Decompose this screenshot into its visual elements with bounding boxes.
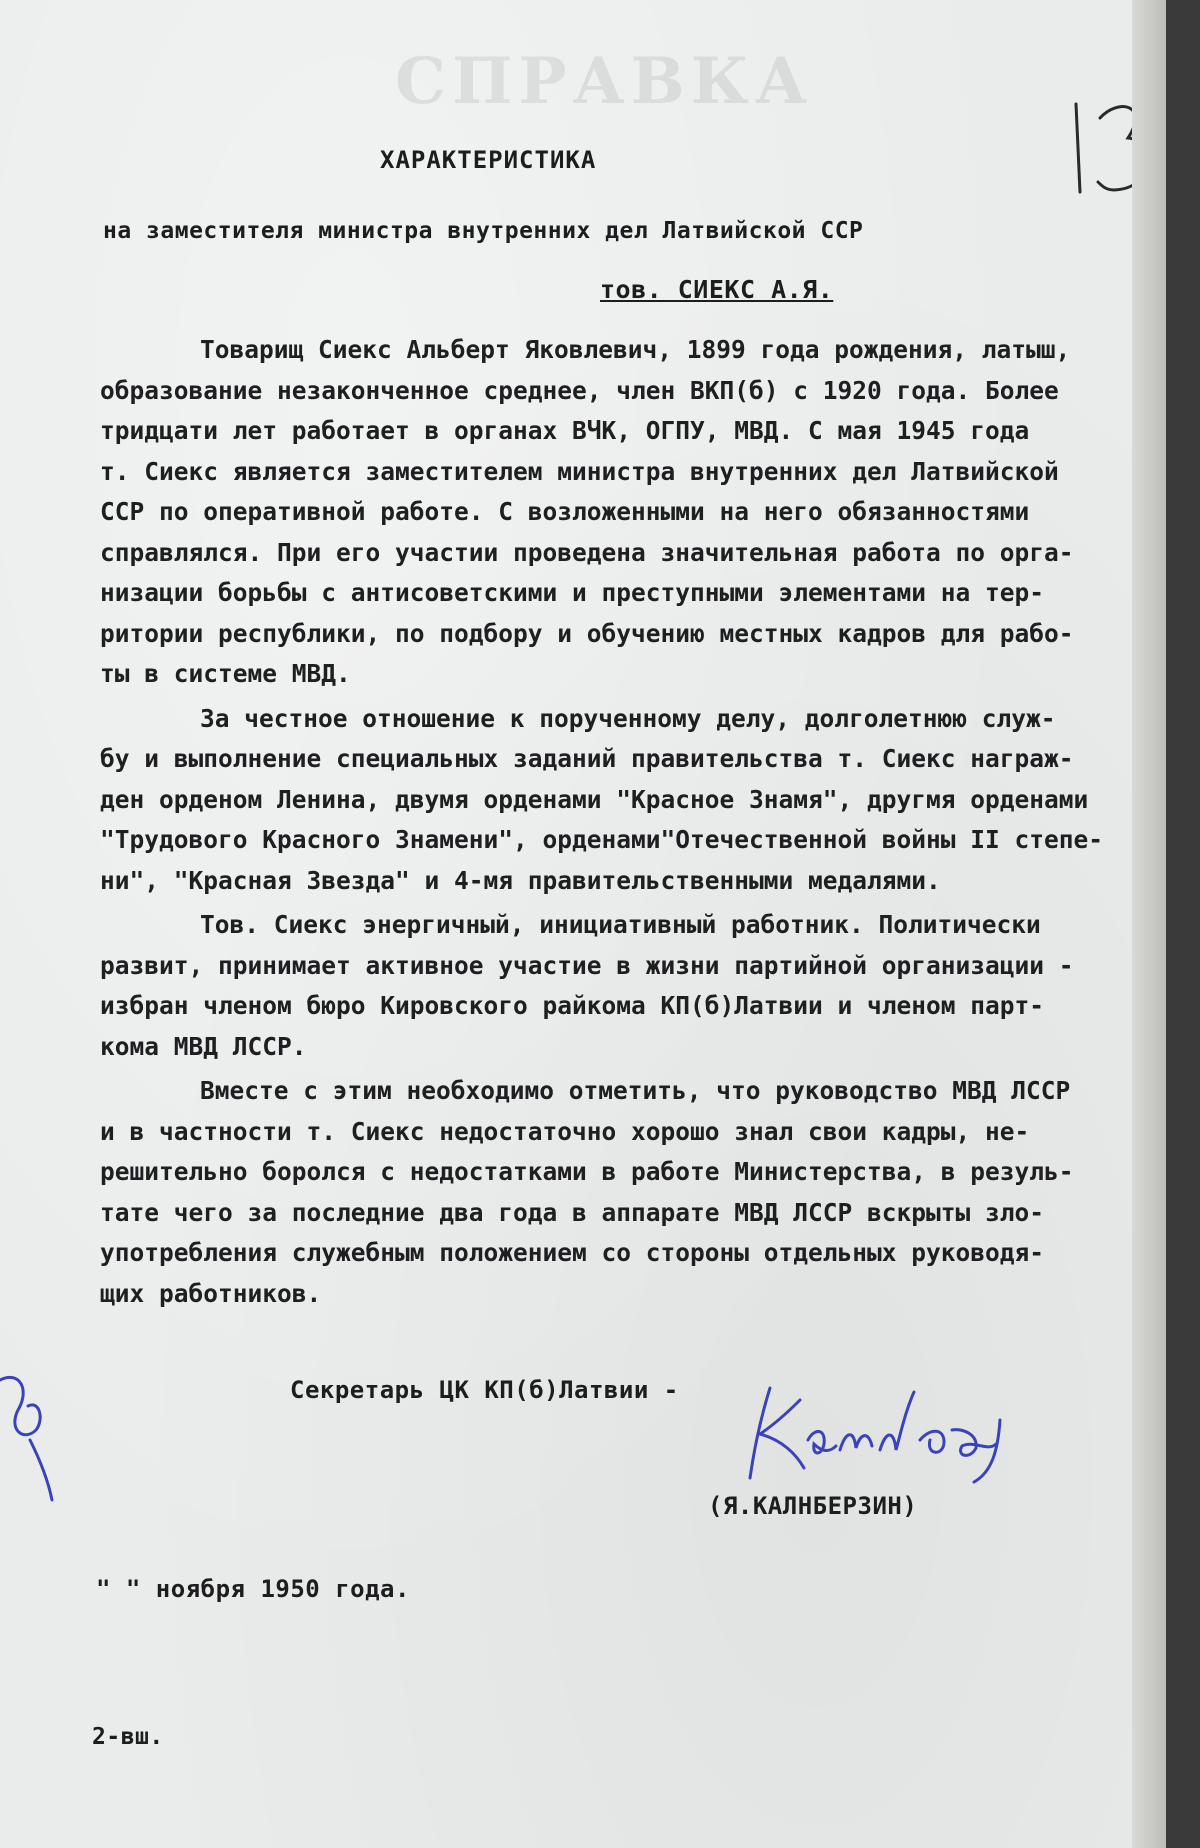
paragraph-line: развит, принимает активное участие в жизни партийной организации - [100,950,1074,980]
paragraph-line: справлялся. При его участии проведена значительная работа по орга- [100,537,1074,567]
paragraph-line: тридцати лет работает в органах ВЧК, ОГПУ, МВД. С мая 1945 года [100,416,1030,445]
paragraph-line: бу и выполнение специальных заданий правительства т. Сиекс награж- [100,744,1074,773]
paragraph-line: ССР по оперативной работе. С возложенными на него обязанностями [100,497,1030,526]
paragraph-line: Товарищ Сиекс Альберт Яковлевич, 1899 года рождения, латыш, [200,335,1071,364]
paragraph-line: щих работников. [100,1278,322,1308]
addressee: тов. СИЕКС А.Я. [600,275,834,304]
paragraph-line: решительно боролся с недостатками в работе Министерства, в резуль- [100,1157,1074,1186]
document-title: ХАРАКТЕРИСТИКА [380,146,597,174]
paragraph [100,905,1145,1067]
paragraph-line: "Трудового Красного Знамени", орденами"Отечественной войны II степе- [100,825,1104,854]
paragraph-line: ден орденом Ленина, двумя орденами "Красное Знамя", другмя орденами [100,784,1089,814]
paragraph-line: Тов. Сиекс энергичный, инициативный работник. Политически [200,910,1041,939]
paragraph-line: ни", "Красная Звезда" и 4-мя правительственными медалями. [100,865,941,895]
paragraph-line: тате чего за последние два года в аппарате МВД ЛССР вскрыты зло- [100,1197,1045,1227]
paragraph-line: За честное отношение к порученному делу, долголетнюю служ- [200,703,1056,733]
paragraph [100,330,1145,695]
paragraph-line: ты в системе МВД. [100,659,351,688]
date-line: " " ноября 1950 года. [96,1575,410,1603]
paragraph-line: избран членом бюро Кировского райкома КП(б)Латвии и членом парт- [100,991,1045,1020]
footer-code: 2-вш. [92,1724,164,1750]
paragraph-line: и в частности т. Сиекс недостаточно хорошо знал свои кадры, не- [100,1116,1030,1146]
paragraph-line: Вместе с этим необходимо отметить, что руководство МВД ЛССР [200,1076,1071,1105]
handwritten-signature [730,1370,1060,1490]
bleed-through-text: СПРАВКА [395,44,814,119]
margin-ink-mark [0,1350,90,1510]
paragraph-line: образование незаконченное среднее, член ВКП(б) с 1920 года. Более [100,375,1059,405]
paragraph-line: ритории республики, по подбору и обучению местных кадров для рабо- [100,618,1074,648]
paragraph-line: т. Сиекс является заместителем министра внутренних дел Латвийской [100,456,1059,486]
paragraph-line: кома МВД ЛССР. [100,1031,307,1061]
document-subtitle: на заместителя министра внутренних дел Латвийской ССР [103,218,864,244]
body-text [100,330,1145,1314]
signatory-name: (Я.КАЛНБЕРЗИН) [708,1492,918,1520]
page-edge [1132,0,1166,1848]
paragraph-line: низации борьбы с антисоветскими и преступными элементами на тер- [100,578,1045,607]
signature-label: Секретарь ЦК КП(б)Латвии - [290,1376,679,1404]
paragraph-line: употребления служебным положением со стороны отдельных руководя- [100,1238,1045,1267]
paragraph [100,1071,1145,1314]
paragraph [100,699,1145,902]
